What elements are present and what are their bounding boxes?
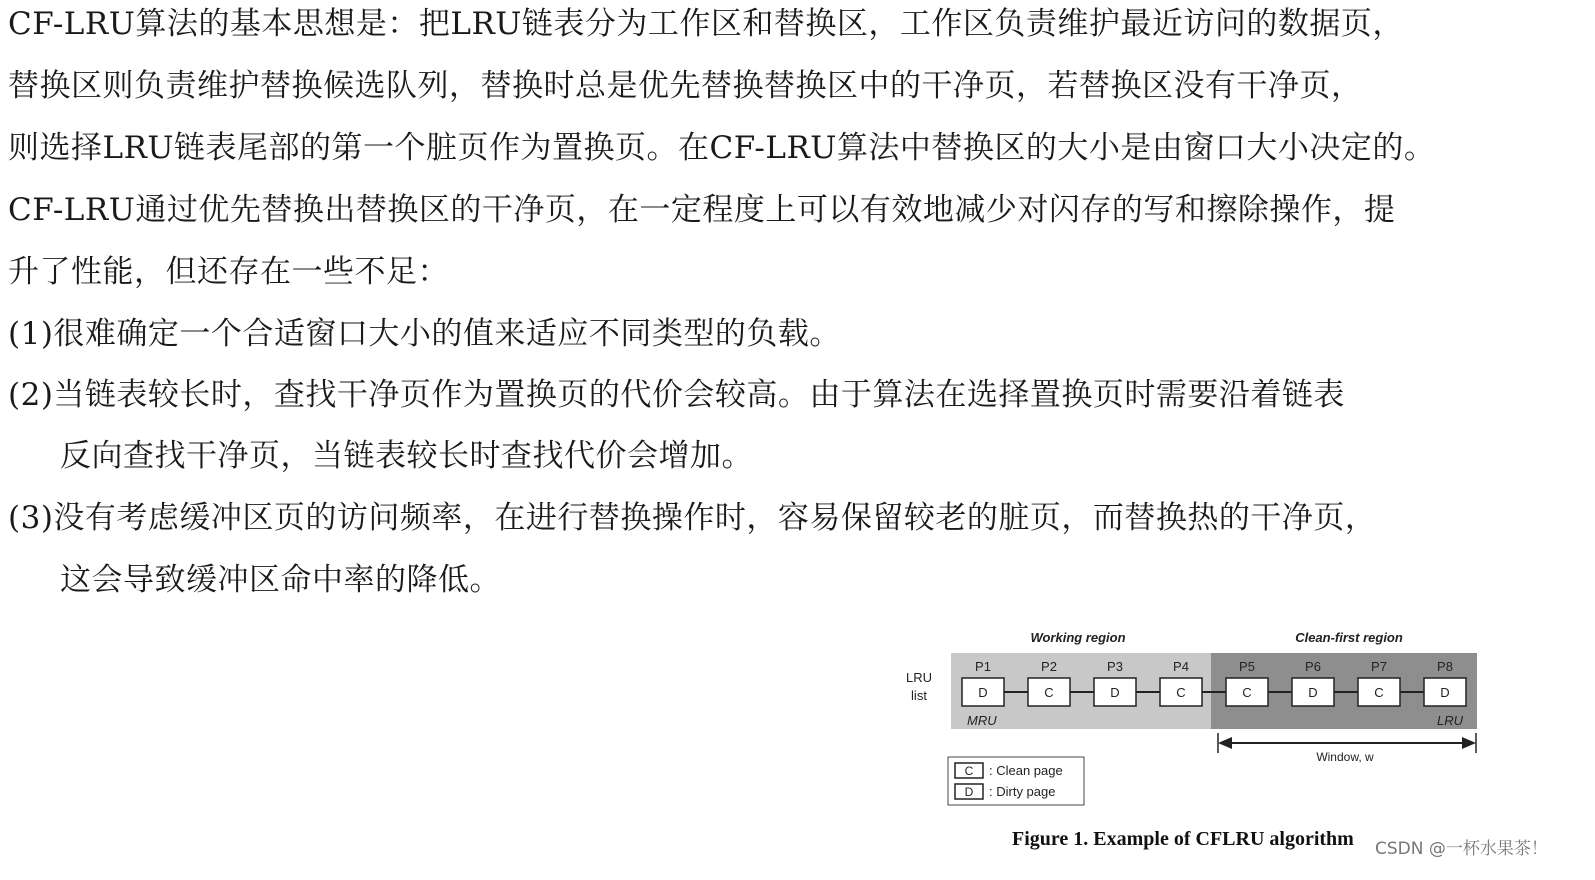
mru-label: MRU [967, 713, 997, 728]
page-node-state: C [1242, 685, 1252, 700]
paragraph-line: CF-LRU算法的基本思想是：把LRU链表分为工作区和替换区，工作区负责维护最近访问的数据页， [8, 6, 1404, 42]
page-node-state: D [978, 685, 988, 700]
lru-list-label: LRU [905, 670, 933, 685]
page-node-name: P5 [1239, 659, 1255, 674]
page-node-state: C [1176, 685, 1186, 700]
watermark: CSDN @一杯水果茶！ [1375, 839, 1548, 859]
page-node-name: P3 [1107, 659, 1123, 674]
lru-list-label: list [911, 688, 927, 703]
paragraph-line: 则选择LRU链表尾部的第一个脏页作为置换页。在CF-LRU算法中替换区的大小是由窗口大小决定的。 [8, 130, 1436, 166]
page-node-state: D [1110, 685, 1120, 700]
page-node-state: C [1374, 685, 1384, 700]
page-node-state: D [1308, 685, 1318, 700]
window-label: Window, w [1316, 750, 1374, 764]
page-node-name: P2 [1041, 659, 1057, 674]
page-node-name: P8 [1437, 659, 1453, 674]
lru-end-label: LRU [1436, 713, 1463, 728]
window-arrow-right-head [1462, 737, 1476, 749]
clean-first-region-label: Clean-first region [1295, 630, 1403, 645]
paragraph-line: 替换区则负责维护替换候选队列，替换时总是优先替换替换区中的干净页，若替换区没有干净页， [8, 68, 1363, 104]
working-region-label: Working region [1030, 630, 1126, 645]
legend-clean-label: : Clean page [989, 763, 1063, 778]
page-node-name: P6 [1305, 659, 1321, 674]
list-item-continuation: 这会导致缓冲区命中率的降低。 [60, 562, 501, 598]
page-node-state: C [1044, 685, 1054, 700]
list-item-continuation: 反向查找干净页，当链表较长时查找代价会增加。 [60, 438, 753, 474]
list-item: (2)当链表较长时，查找干净页作为置换页的代价会较高。由于算法在选择置换页时需要沿着链表 [8, 377, 1345, 413]
window-arrow-left-head [1218, 737, 1232, 749]
page-node-name: P1 [975, 659, 991, 674]
page-node-name: P7 [1371, 659, 1387, 674]
paragraph-line: CF-LRU通过优先替换出替换区的干净页，在一定程度上可以有效地减少对闪存的写和擦除操作，提 [8, 192, 1396, 228]
figure-caption: Figure 1. Example of CFLRU algorithm [1012, 828, 1354, 850]
page-node-name: P4 [1173, 659, 1189, 674]
paragraph-line: 升了性能，但还存在一些不足： [8, 254, 449, 290]
legend-dirty-key: D [964, 785, 974, 799]
cflru-figure [905, 625, 1485, 815]
legend-dirty-label: : Dirty page [989, 784, 1056, 799]
list-item: (1)很难确定一个合适窗口大小的值来适应不同类型的负载。 [8, 316, 841, 352]
cflru-diagram [905, 625, 1485, 815]
list-item: (3)没有考虑缓冲区页的访问频率，在进行替换操作时，容易保留较老的脏页，而替换热的干净页， [8, 500, 1377, 536]
page-node-state: D [1440, 685, 1450, 700]
legend-clean-key: C [964, 764, 974, 778]
